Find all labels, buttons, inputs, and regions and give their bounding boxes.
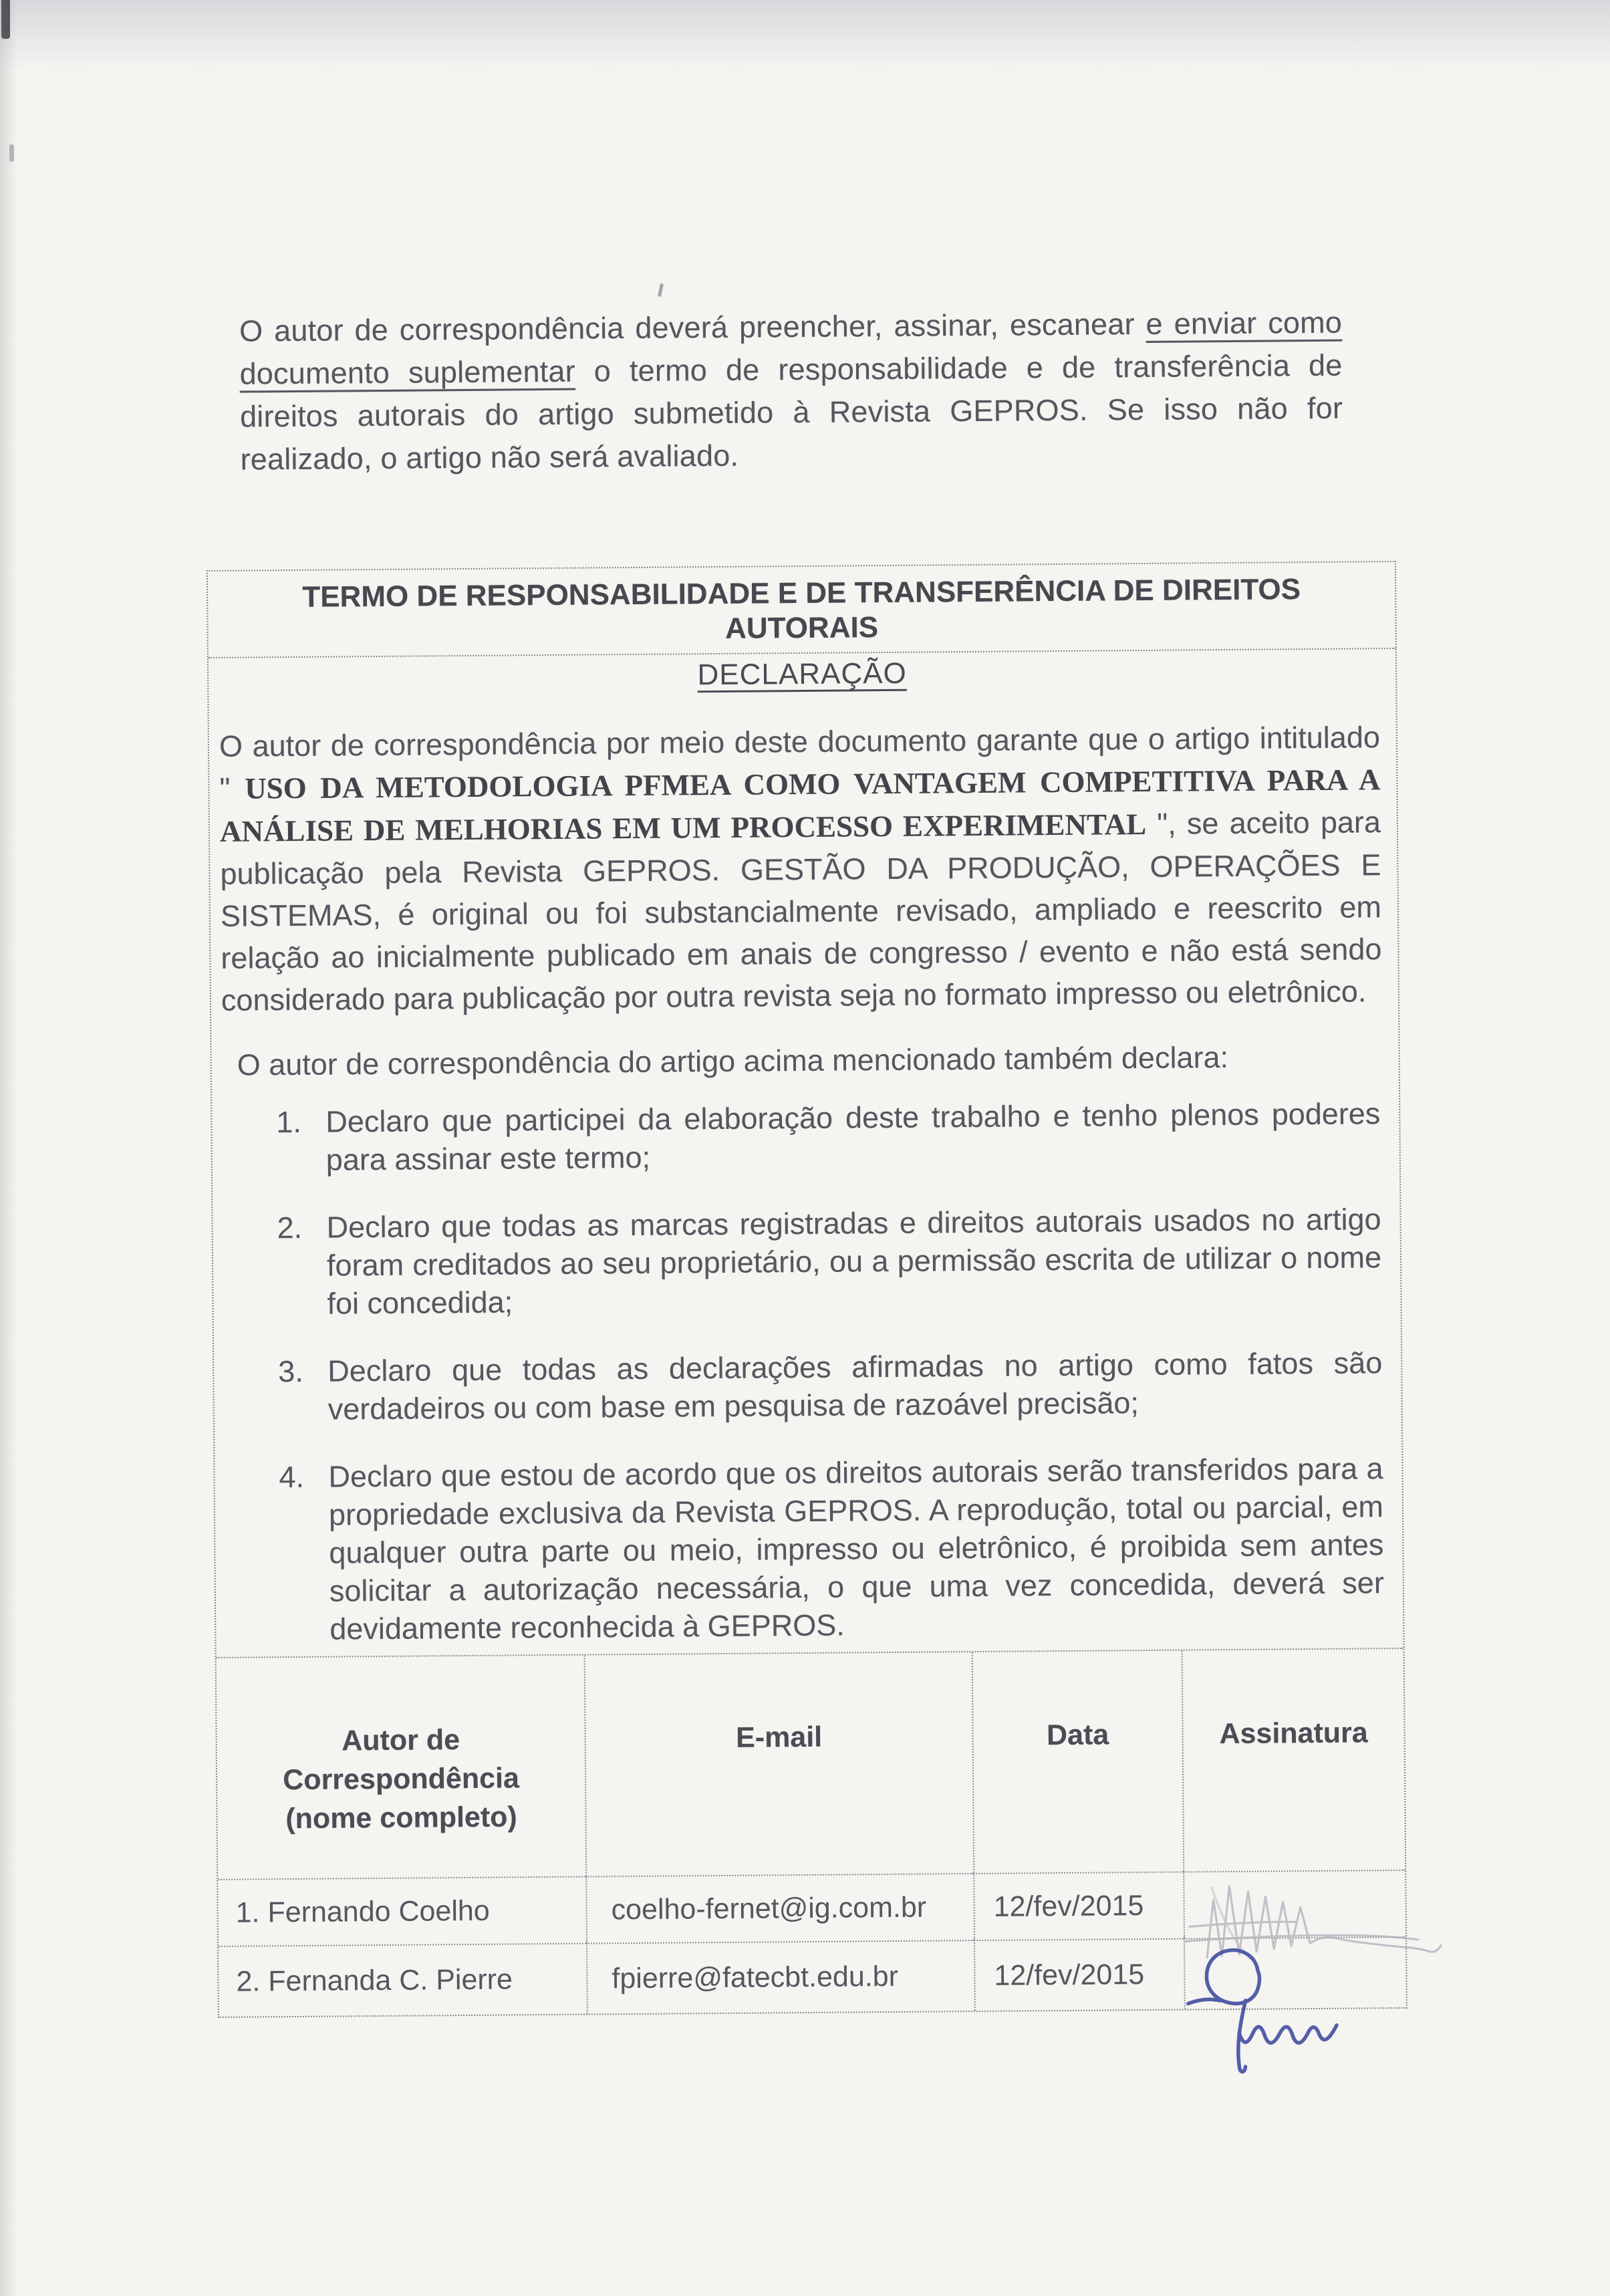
item-number: 2. [277,1210,303,1245]
authors-table [217,1648,1406,2017]
declaration-items [212,1094,1403,1649]
intro-text-1: O autor de correspondência deverá preencher, assinar, escanear [239,306,1146,348]
declaracao-heading: DECLARAÇÃO [697,656,907,692]
item-text: Declaro que todas as declarações afirmadas no artigo como fatos são verdadeiros ou com base em pesquisa de razoável precisão; [327,1346,1383,1426]
intro-underlined-phrase: e enviar como documento suplementar [239,305,1343,391]
terms-title-line1: TERMO DE RESPONSABILIDADE E DE TRANSFERÊNCIA DE DIREITOS [302,573,1301,614]
also-declares-line: O autor de correspondência do artigo acima mencionado também declara: [237,1040,1229,1082]
intro-paragraph [239,301,1343,481]
item-number: 4. [279,1459,305,1495]
col-header-signature: Assinatura [1182,1649,1405,1872]
item-number: 1. [276,1104,302,1140]
declaration-item-1 [212,1094,1381,1180]
item-number: 3. [278,1354,304,1389]
intro-text-2: o termo de responsabilidade e de transferência de direitos autorais do artigo submetido à Revista GEPROS. Se isso não for realizado, o artigo não será avaliado. [239,348,1343,477]
terms-box [207,561,1407,2018]
author-email-cell: coelho-fernet@ig.com.br [585,1873,974,1943]
terms-title-line2: AUTORAIS [724,611,879,645]
item-text: Declaro que participei da elaboração deste trabalho e tenho plenos poderes para assinar este termo; [325,1096,1381,1177]
author-name-cell: 2. Fernanda C. Pierre [219,1943,587,2017]
item-text: Declaro que todas as marcas registradas e direitos autorais usados no artigo foram creditados ao seu proprietário, ou a permissão escrita de utilizar o nome foi concedida; [326,1202,1382,1321]
author-signature-cell [1183,1870,1405,1938]
author-email-cell: fpierre@fatecbt.edu.br [586,1940,974,2014]
author-date-cell: 12/fev/2015 [973,1872,1184,1940]
col-header-email: E-mail [584,1652,974,1876]
author-date-cell: 12/fev/2015 [974,1938,1184,2011]
article-title: USO DA METODOLOGIA PFMEA COMO VANTAGEM COMPETITIVA PARA A ANÁLISE DE MELHORIAS EM UM PROCESSO EXPERIMENTAL [219,763,1381,848]
author-signature-cell [1184,1936,1406,2009]
declaration-text-2: ", se aceito para publicação pela Revista GEPROS. GESTÃO DA PRODUÇÃO, OPERAÇÕES E SISTEMAS, é original ou foi substancialmente revisado, ampliado e reescrito em relação ao inicialmente publicado em anais de congresso / evento e não está sendo considerado para publicação por outra revista seja no formato impresso ou eletrônico. [220,805,1382,1017]
author-name-cell: 1. Fernando Coelho [218,1876,586,1946]
col-header-author: Autor de Correspondência (nome completo) [283,1724,520,1835]
item-text: Declaro que estou de acordo que os direitos autorais serão transferidos para a propriedade exclusiva da Revista GEPROS. A reprodução, total ou parcial, em qualquer outra parte ou meio, impresso ou eletrônico, é proibida sem antes solicitar a autorização necessária, o que uma vez concedida, deverá ser devidamente reconhecida à GEPROS. [328,1451,1385,1646]
col-header-date: Data [972,1651,1184,1873]
declaration-paragraph [219,716,1382,1021]
declaration-item-2 [213,1200,1381,1323]
declaration-text-1: O autor de correspondência por meio deste documento garante que o artigo intitulado " [219,720,1381,805]
terms-title [208,562,1395,658]
declaration-item-3 [214,1344,1383,1429]
declaration-item-4 [215,1449,1384,1649]
